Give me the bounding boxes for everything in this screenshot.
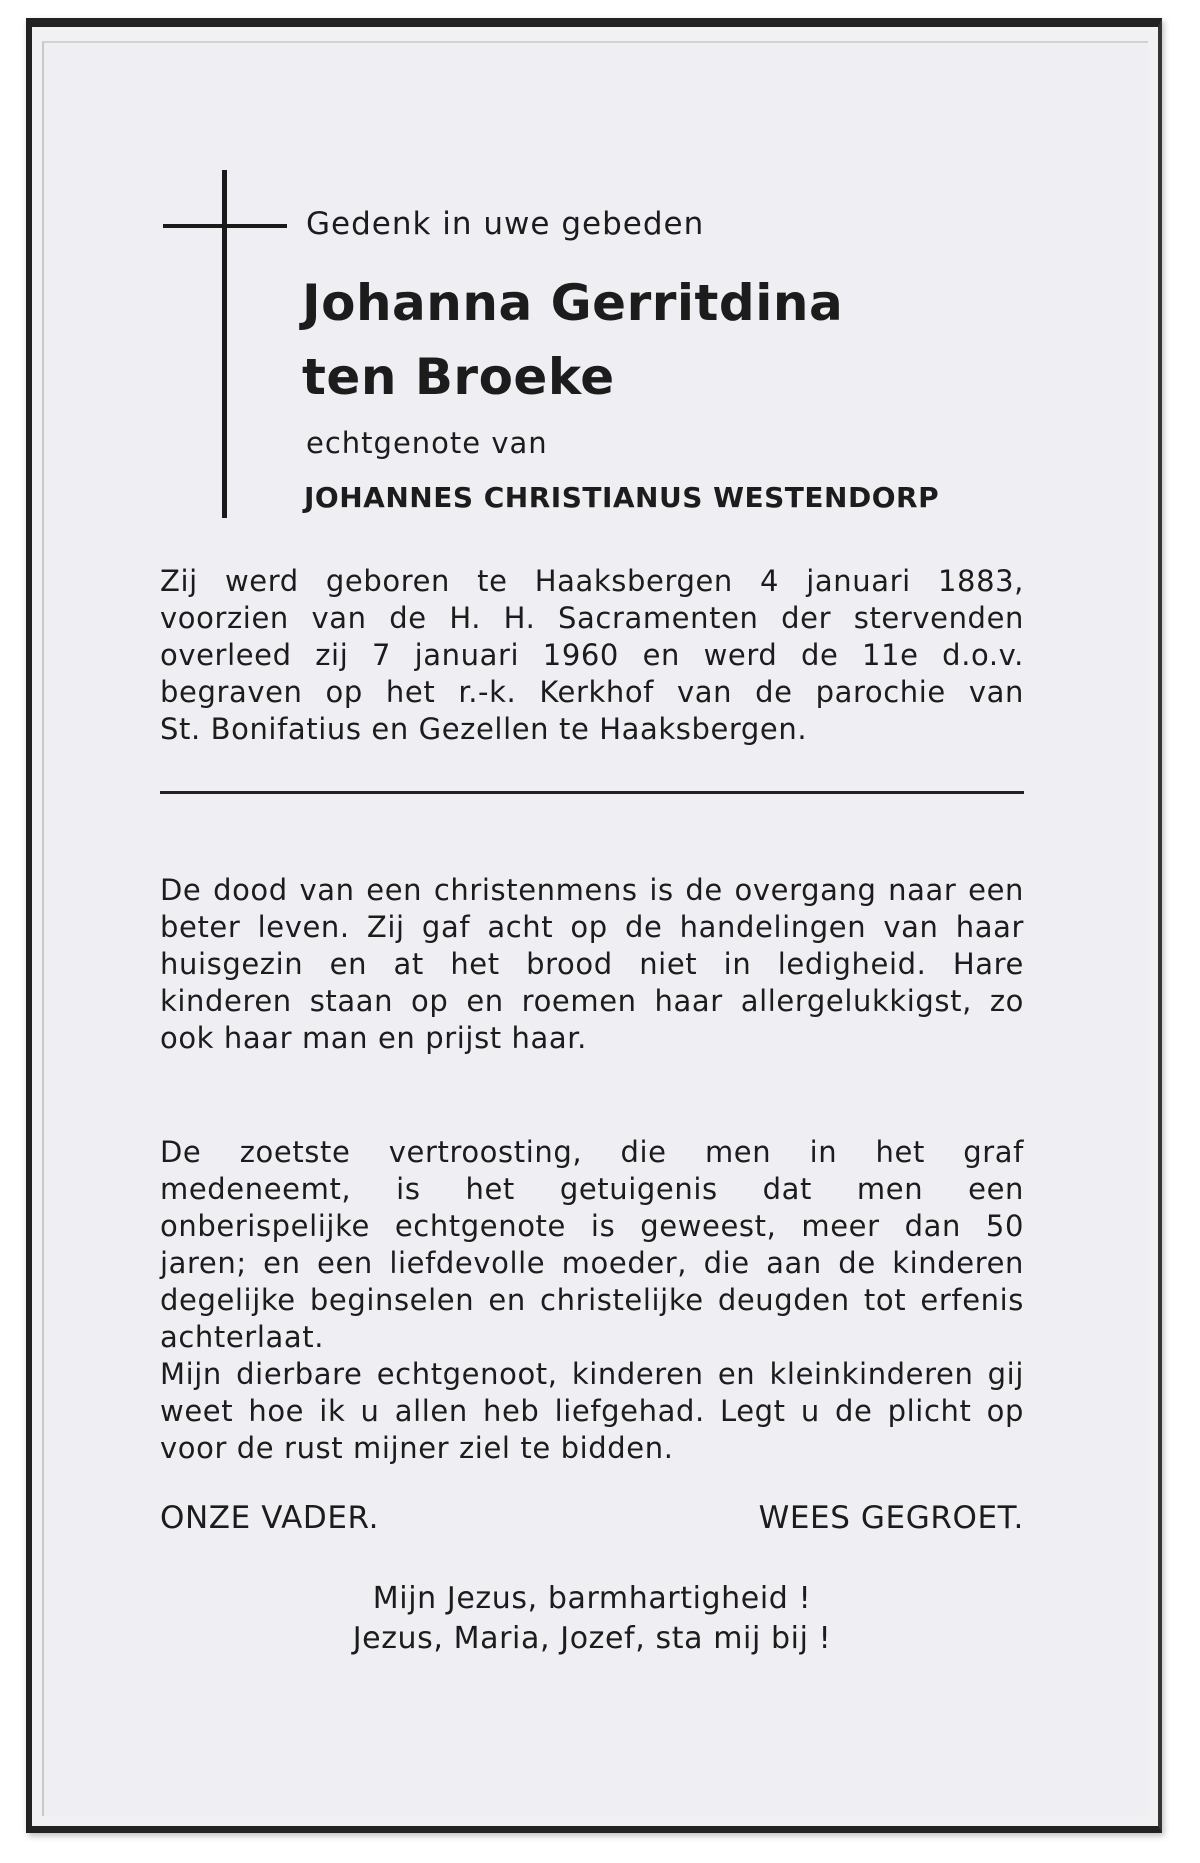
biography-line: overleed zij 7 januari 1960 en werd de 11e d.o.v. [160, 638, 1024, 672]
deceased-name-line-2: ten Broeke [302, 348, 615, 406]
closing-line-1: Mijn Jezus, barmhartigheid ! [372, 1581, 812, 1616]
quote-text: Mijn dierbare echtgenoot, kinderen en kleinkinderen gij weet hoe ik u allen heb liefgehad. Legt u de plicht op voor de rust mijner ziel te bidden. [160, 1357, 1024, 1465]
spouse-label: echtgenote van [306, 426, 548, 460]
biography-line: begraven op het r.-k. Kerkhof van de parochie van [160, 675, 1024, 709]
deceased-name-line-1: Johanna Gerritdina [302, 274, 844, 332]
spouse-name: JOHANNES CHRISTIANUS WESTENDORP [304, 481, 940, 514]
quote-paragraph-1 [160, 872, 1024, 1057]
cross-icon-vertical [222, 170, 227, 518]
biography-line: Zij werd geboren te Haaksbergen 4 januari 1883, [160, 564, 1024, 598]
closing-line-2: Jezus, Maria, Jozef, sta mij bij ! [352, 1621, 832, 1656]
quote-paragraph-3 [160, 1356, 1024, 1467]
biography-line: St. Bonifatius en Gezellen te Haaksbergen. [160, 712, 808, 746]
prayer-intro: Gedenk in uwe gebeden [306, 206, 705, 242]
closing-invocation [160, 1579, 1024, 1659]
biography [160, 563, 1024, 748]
biography-line: voorzien van de H. H. Sacramenten der stervenden [160, 601, 1024, 635]
divider-line [160, 791, 1024, 794]
prayer-wees-gegroet: WEES GEGROET. [758, 1500, 1024, 1536]
cross-icon-horizontal [163, 224, 287, 228]
prayer-names [160, 1500, 1024, 1540]
quote-text: De dood van een christenmens is de overgang naar een beter leven. Zij gaf acht op de handelingen van haar huisgezin en at het brood niet in ledigheid. Hare kinderen staan op en roemen haar allergelukkigst, zo ook haar man en prijst haar. [160, 873, 1024, 1055]
quote-text: De zoetste vertroosting, die men in het graf medeneemt, is het getuigenis dat men een onberispelijke echtgenote is geweest, meer dan 50 jaren; en een liefdevolle moeder, die aan de kinderen degelijke beginselen en christelijke deugden tot erfenis achterlaat. [160, 1135, 1024, 1354]
prayer-onze-vader: ONZE VADER. [160, 1500, 380, 1536]
quote-paragraph-2 [160, 1134, 1024, 1356]
